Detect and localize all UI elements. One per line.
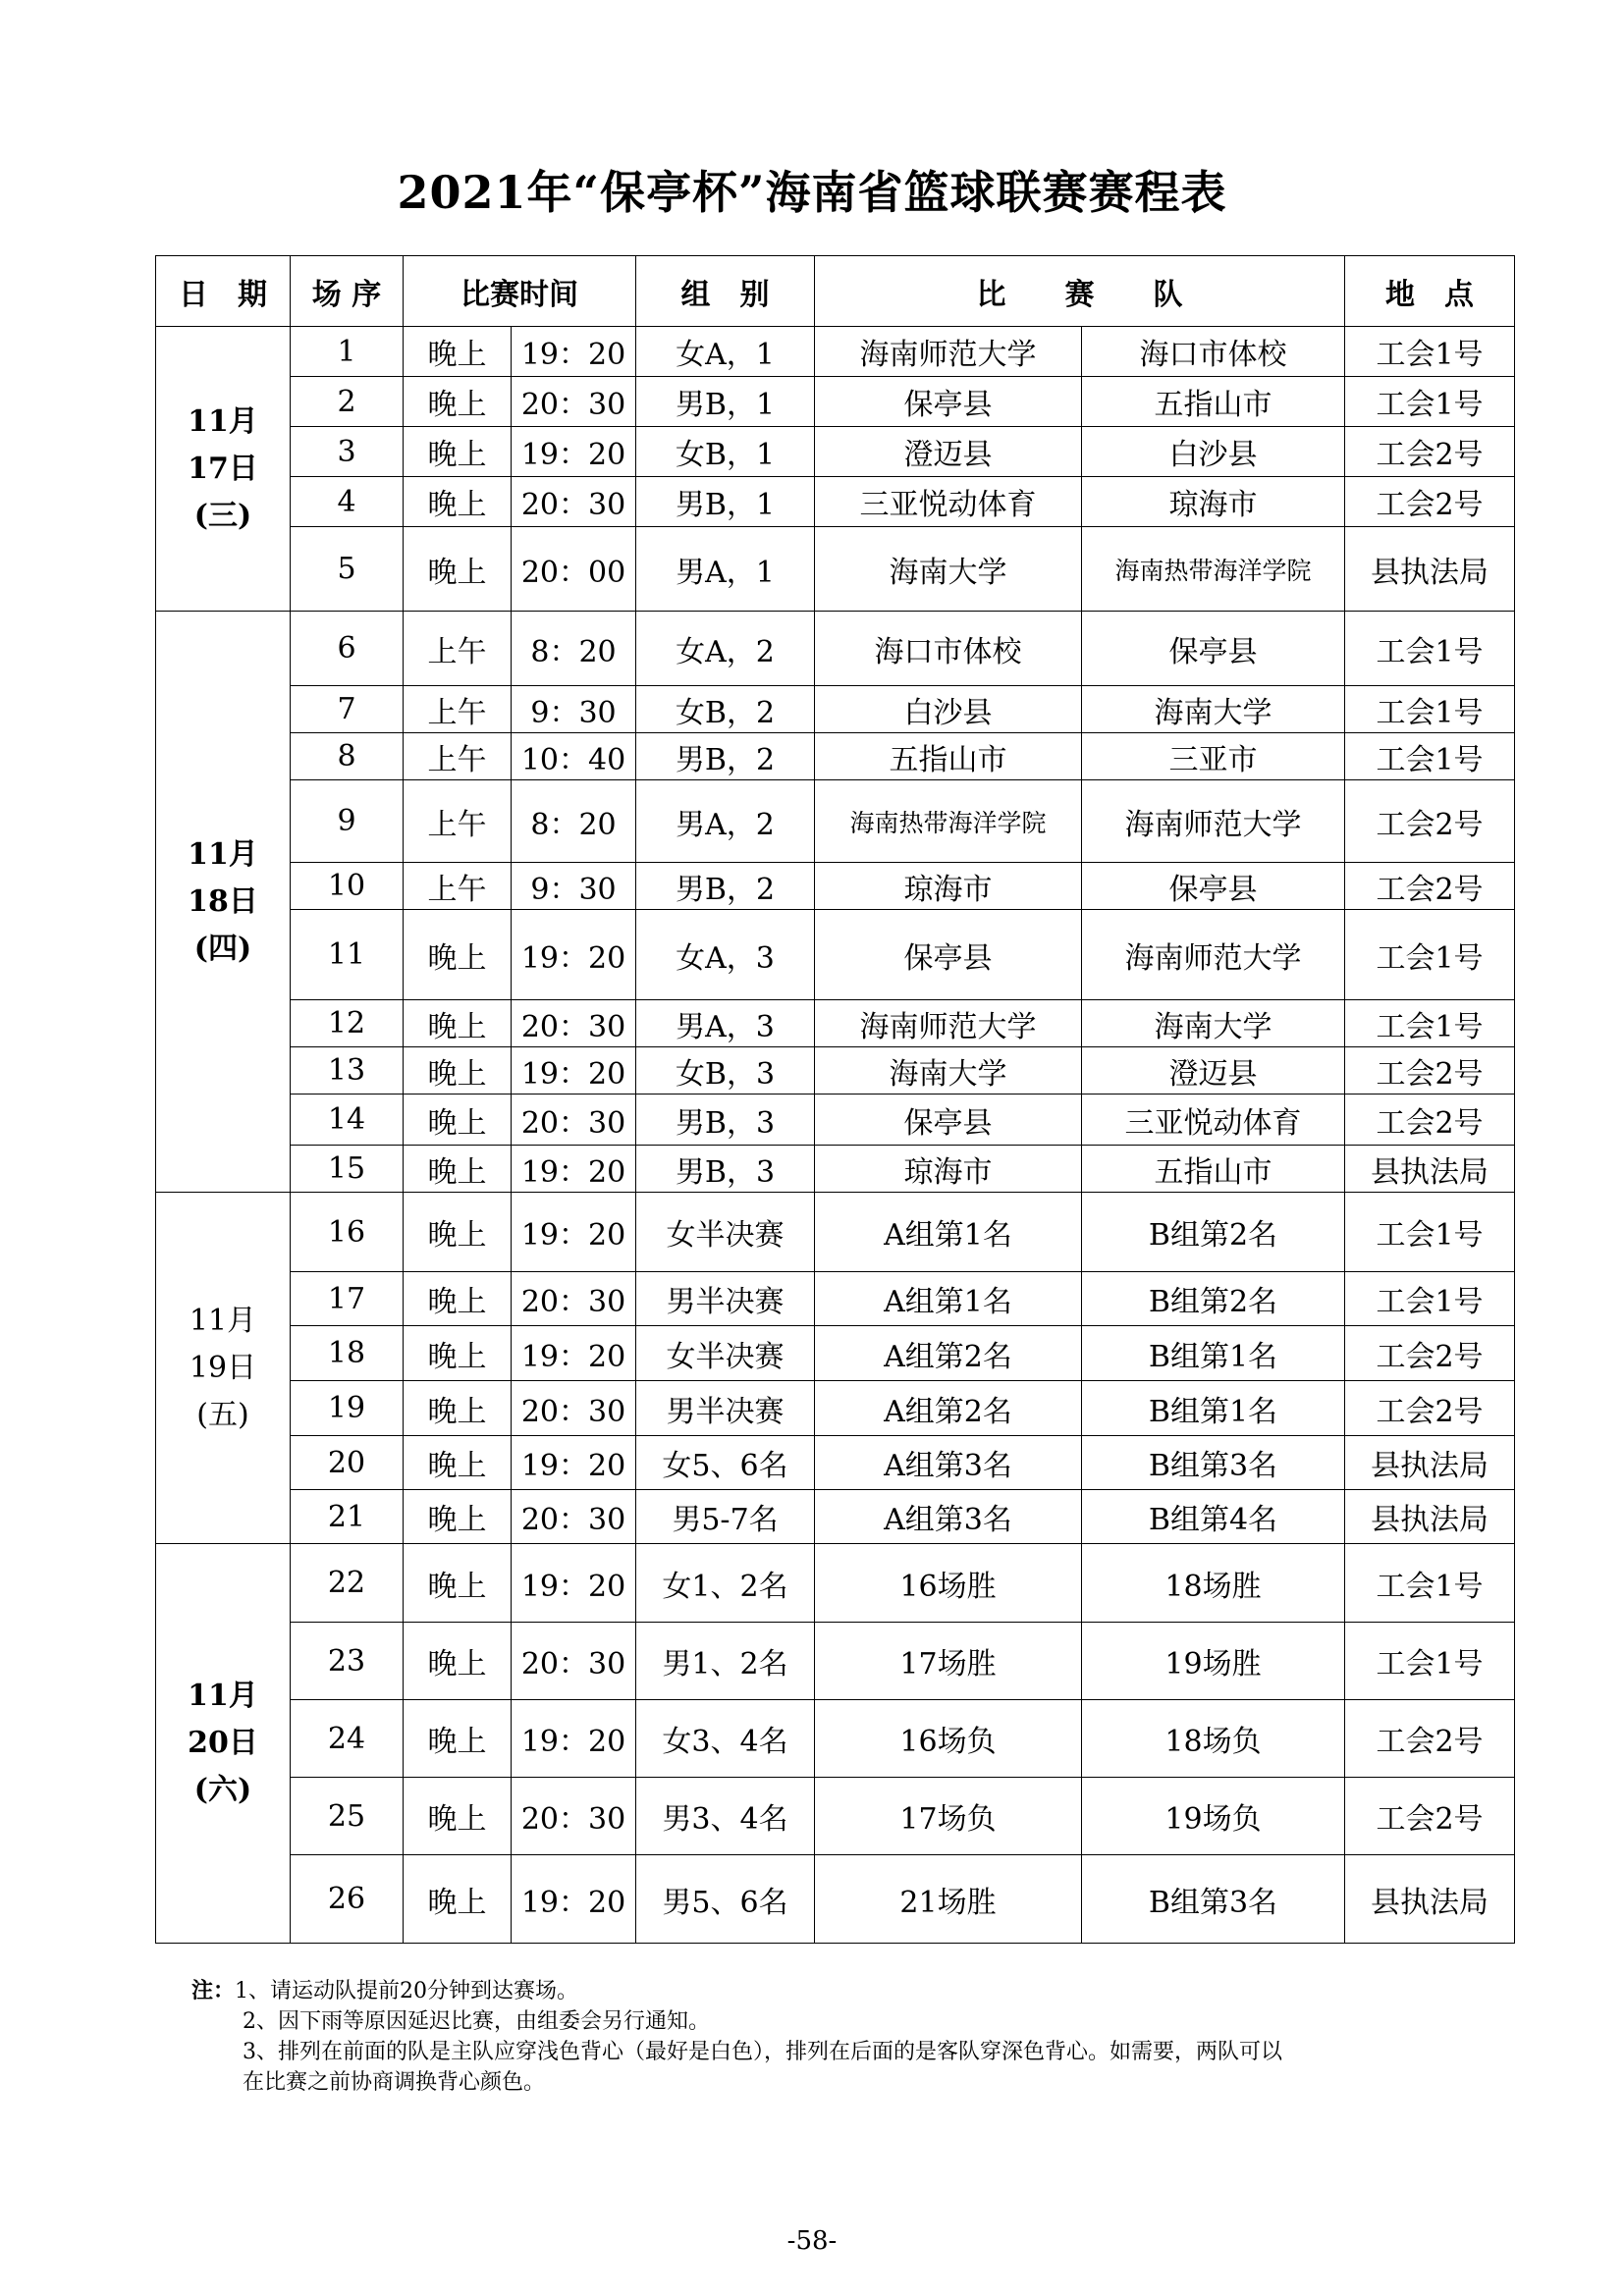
match-no-cell: 20 xyxy=(291,1436,404,1490)
match-no-cell: 11 xyxy=(291,910,404,1000)
group-cell: 女B，1 xyxy=(636,427,815,477)
period-cell: 晚上 xyxy=(404,910,512,1000)
table-row xyxy=(156,1700,1515,1778)
period-cell: 晚上 xyxy=(404,1000,512,1047)
home-team-cell: 海南热带海洋学院 xyxy=(815,780,1082,863)
group-cell: 男5、6名 xyxy=(636,1855,815,1944)
table-row xyxy=(156,477,1515,527)
home-team-cell: A组第3名 xyxy=(815,1490,1082,1544)
table-row xyxy=(156,1490,1515,1544)
group-cell: 男A，3 xyxy=(636,1000,815,1047)
time-cell: 20：30 xyxy=(512,1381,636,1436)
header-venue: 地 点 xyxy=(1345,256,1515,327)
home-team-cell: A组第1名 xyxy=(815,1272,1082,1326)
away-team-cell: 18场胜 xyxy=(1082,1544,1345,1623)
group-cell: 女半决赛 xyxy=(636,1193,815,1272)
schedule-table xyxy=(155,255,1515,1944)
home-team-cell: 琼海市 xyxy=(815,1146,1082,1193)
match-no-cell: 3 xyxy=(291,427,404,477)
home-team-cell: A组第2名 xyxy=(815,1381,1082,1436)
home-team-cell: 保亭县 xyxy=(815,1095,1082,1146)
venue-cell: 工会2号 xyxy=(1345,863,1515,910)
venue-cell: 工会1号 xyxy=(1345,1193,1515,1272)
away-team-cell: 三亚市 xyxy=(1082,733,1345,780)
period-cell: 晚上 xyxy=(404,1193,512,1272)
away-team-cell: 保亭县 xyxy=(1082,863,1345,910)
group-cell: 男半决赛 xyxy=(636,1272,815,1326)
group-cell: 男B，2 xyxy=(636,733,815,780)
period-cell: 上午 xyxy=(404,780,512,863)
venue-cell: 县执法局 xyxy=(1345,1436,1515,1490)
match-no-cell: 8 xyxy=(291,733,404,780)
period-cell: 晚上 xyxy=(404,377,512,427)
home-team-cell: A组第1名 xyxy=(815,1193,1082,1272)
table-row xyxy=(156,1095,1515,1146)
time-cell: 9：30 xyxy=(512,863,636,910)
home-team-cell: A组第3名 xyxy=(815,1436,1082,1490)
away-team-cell: 三亚悦动体育 xyxy=(1082,1095,1345,1146)
date-line: 18日 xyxy=(188,883,258,919)
time-cell: 19：20 xyxy=(512,1855,636,1944)
away-team-cell: 五指山市 xyxy=(1082,1146,1345,1193)
away-team-cell: B组第1名 xyxy=(1082,1326,1345,1381)
table-row xyxy=(156,527,1515,612)
venue-cell: 工会1号 xyxy=(1345,910,1515,1000)
period-cell: 晚上 xyxy=(404,1623,512,1700)
header-match-no: 场 序 xyxy=(291,256,404,327)
period-cell: 晚上 xyxy=(404,477,512,527)
match-no-cell: 7 xyxy=(291,686,404,733)
venue-cell: 工会1号 xyxy=(1345,1544,1515,1623)
period-cell: 晚上 xyxy=(404,1436,512,1490)
away-team-cell: 海南大学 xyxy=(1082,1000,1345,1047)
away-team-cell: 海口市体校 xyxy=(1082,327,1345,377)
away-team-cell: B组第3名 xyxy=(1082,1855,1345,1944)
group-cell: 女A，3 xyxy=(636,910,815,1000)
away-team-cell: B组第2名 xyxy=(1082,1193,1345,1272)
group-cell: 女B，2 xyxy=(636,686,815,733)
time-cell: 10：40 xyxy=(512,733,636,780)
home-team-cell: 海南师范大学 xyxy=(815,327,1082,377)
venue-cell: 工会2号 xyxy=(1345,1326,1515,1381)
period-cell: 上午 xyxy=(404,686,512,733)
group-cell: 女A，1 xyxy=(636,327,815,377)
date-cell xyxy=(156,327,291,612)
time-cell: 19：20 xyxy=(512,1436,636,1490)
table-row xyxy=(156,377,1515,427)
period-cell: 晚上 xyxy=(404,1855,512,1944)
period-cell: 上午 xyxy=(404,863,512,910)
home-team-cell: 21场胜 xyxy=(815,1855,1082,1944)
venue-cell: 县执法局 xyxy=(1345,1490,1515,1544)
period-cell: 晚上 xyxy=(404,1490,512,1544)
table-row xyxy=(156,780,1515,863)
match-no-cell: 22 xyxy=(291,1544,404,1623)
period-cell: 晚上 xyxy=(404,1047,512,1095)
date-line: (四) xyxy=(193,931,252,966)
time-cell: 20：30 xyxy=(512,1623,636,1700)
period-cell: 晚上 xyxy=(404,1326,512,1381)
away-team-cell: 保亭县 xyxy=(1082,612,1345,686)
time-cell: 20：30 xyxy=(512,1272,636,1326)
time-cell: 20：30 xyxy=(512,1778,636,1855)
time-cell: 19：20 xyxy=(512,1047,636,1095)
table-row xyxy=(156,427,1515,477)
table-row xyxy=(156,612,1515,686)
home-team-cell: 白沙县 xyxy=(815,686,1082,733)
note-line-2: 2、因下雨等原因延迟比赛，由组委会另行通知。 xyxy=(243,2009,710,2034)
group-cell: 女B，3 xyxy=(636,1047,815,1095)
group-cell: 男5-7名 xyxy=(636,1490,815,1544)
time-cell: 19：20 xyxy=(512,327,636,377)
time-cell: 20：00 xyxy=(512,527,636,612)
home-team-cell: 澄迈县 xyxy=(815,427,1082,477)
note-line-4: 在比赛之前协商调换背心颜色。 xyxy=(243,2070,546,2095)
venue-cell: 工会1号 xyxy=(1345,377,1515,427)
group-cell: 男B，3 xyxy=(636,1146,815,1193)
table-row xyxy=(156,1544,1515,1623)
date-line: 11月 xyxy=(188,1679,258,1713)
time-cell: 20：30 xyxy=(512,377,636,427)
table-row xyxy=(156,1047,1515,1095)
venue-cell: 工会2号 xyxy=(1345,780,1515,863)
match-no-cell: 10 xyxy=(291,863,404,910)
period-cell: 晚上 xyxy=(404,427,512,477)
date-line: (六) xyxy=(193,1773,252,1807)
home-team-cell: 海南师范大学 xyxy=(815,1000,1082,1047)
match-no-cell: 19 xyxy=(291,1381,404,1436)
time-cell: 9：30 xyxy=(512,686,636,733)
home-team-cell: 16场胜 xyxy=(815,1544,1082,1623)
page-number: -58- xyxy=(786,2226,838,2256)
away-team-cell: B组第2名 xyxy=(1082,1272,1345,1326)
date-line: 11月 xyxy=(189,1303,257,1338)
table-row xyxy=(156,1146,1515,1193)
date-line: 19日 xyxy=(189,1350,257,1385)
period-cell: 晚上 xyxy=(404,1095,512,1146)
home-team-cell: 海南大学 xyxy=(815,1047,1082,1095)
table-row xyxy=(156,1193,1515,1272)
venue-cell: 工会1号 xyxy=(1345,733,1515,780)
note-label: 注： xyxy=(191,1978,236,2003)
group-cell: 男B，1 xyxy=(636,377,815,427)
venue-cell: 工会2号 xyxy=(1345,1700,1515,1778)
away-team-cell: 18场负 xyxy=(1082,1700,1345,1778)
period-cell: 晚上 xyxy=(404,527,512,612)
home-team-cell: A组第2名 xyxy=(815,1326,1082,1381)
time-cell: 19：20 xyxy=(512,1193,636,1272)
period-cell: 上午 xyxy=(404,612,512,686)
group-cell: 女半决赛 xyxy=(636,1326,815,1381)
venue-cell: 工会1号 xyxy=(1345,686,1515,733)
notes xyxy=(191,1976,1282,2098)
period-cell: 晚上 xyxy=(404,1381,512,1436)
match-no-cell: 21 xyxy=(291,1490,404,1544)
table-row xyxy=(156,1000,1515,1047)
home-team-cell: 保亭县 xyxy=(815,377,1082,427)
venue-cell: 工会2号 xyxy=(1345,477,1515,527)
table-row xyxy=(156,910,1515,1000)
home-team-cell: 17场胜 xyxy=(815,1623,1082,1700)
table-row xyxy=(156,1623,1515,1700)
group-cell: 男B，3 xyxy=(636,1095,815,1146)
away-team-cell: B组第1名 xyxy=(1082,1381,1345,1436)
away-team-cell: B组第3名 xyxy=(1082,1436,1345,1490)
match-no-cell: 14 xyxy=(291,1095,404,1146)
away-team-cell: 琼海市 xyxy=(1082,477,1345,527)
page-title: 2021年“保亭杯”海南省篮球联赛赛程表 xyxy=(397,166,1227,219)
table-row xyxy=(156,327,1515,377)
match-no-cell: 4 xyxy=(291,477,404,527)
match-no-cell: 18 xyxy=(291,1326,404,1381)
home-team-cell: 三亚悦动体育 xyxy=(815,477,1082,527)
group-cell: 女A，2 xyxy=(636,612,815,686)
match-no-cell: 2 xyxy=(291,377,404,427)
period-cell: 上午 xyxy=(404,733,512,780)
home-team-cell: 17场负 xyxy=(815,1778,1082,1855)
group-cell: 男3、4名 xyxy=(636,1778,815,1855)
away-team-cell: 海南师范大学 xyxy=(1082,910,1345,1000)
period-cell: 晚上 xyxy=(404,1700,512,1778)
date-cell xyxy=(156,612,291,1193)
period-cell: 晚上 xyxy=(404,1272,512,1326)
venue-cell: 工会2号 xyxy=(1345,1047,1515,1095)
group-cell: 女5、6名 xyxy=(636,1436,815,1490)
venue-cell: 工会1号 xyxy=(1345,1272,1515,1326)
table-row xyxy=(156,1436,1515,1490)
match-no-cell: 24 xyxy=(291,1700,404,1778)
date-line: 11月 xyxy=(188,836,258,872)
time-cell: 20：30 xyxy=(512,1095,636,1146)
note-line-1: 注：1、请运动队提前20分钟到达赛场。 xyxy=(191,1978,579,2003)
time-cell: 8：20 xyxy=(512,780,636,863)
away-team-cell: 白沙县 xyxy=(1082,427,1345,477)
group-cell: 男B，1 xyxy=(636,477,815,527)
group-cell: 男A，2 xyxy=(636,780,815,863)
time-cell: 19：20 xyxy=(512,1146,636,1193)
match-no-cell: 25 xyxy=(291,1778,404,1855)
period-cell: 晚上 xyxy=(404,1544,512,1623)
away-team-cell: 五指山市 xyxy=(1082,377,1345,427)
time-cell: 19：20 xyxy=(512,1326,636,1381)
venue-cell: 工会1号 xyxy=(1345,612,1515,686)
table-row xyxy=(156,1855,1515,1944)
group-cell: 男1、2名 xyxy=(636,1623,815,1700)
table-row xyxy=(156,733,1515,780)
group-cell: 男半决赛 xyxy=(636,1381,815,1436)
date-line: 17日 xyxy=(188,451,258,486)
match-no-cell: 1 xyxy=(291,327,404,377)
time-cell: 19：20 xyxy=(512,1544,636,1623)
header-group: 组 别 xyxy=(636,256,815,327)
table-row xyxy=(156,686,1515,733)
period-cell: 晚上 xyxy=(404,1146,512,1193)
home-team-cell: 保亭县 xyxy=(815,910,1082,1000)
date-cell xyxy=(156,1193,291,1544)
header-teams: 比 赛 队 xyxy=(815,256,1345,327)
table-row xyxy=(156,1326,1515,1381)
away-team-cell: 19场负 xyxy=(1082,1778,1345,1855)
header-match-time: 比赛时间 xyxy=(404,256,636,327)
date-cell xyxy=(156,1544,291,1944)
home-team-cell: 琼海市 xyxy=(815,863,1082,910)
away-team-cell: 澄迈县 xyxy=(1082,1047,1345,1095)
table-row xyxy=(156,863,1515,910)
match-no-cell: 16 xyxy=(291,1193,404,1272)
home-team-cell: 五指山市 xyxy=(815,733,1082,780)
header-row xyxy=(156,256,1515,327)
time-cell: 19：20 xyxy=(512,427,636,477)
time-cell: 20：30 xyxy=(512,477,636,527)
match-no-cell: 6 xyxy=(291,612,404,686)
match-no-cell: 26 xyxy=(291,1855,404,1944)
time-cell: 20：30 xyxy=(512,1490,636,1544)
table-row xyxy=(156,1381,1515,1436)
match-no-cell: 13 xyxy=(291,1047,404,1095)
time-cell: 8：20 xyxy=(512,612,636,686)
period-cell: 晚上 xyxy=(404,327,512,377)
venue-cell: 工会2号 xyxy=(1345,427,1515,477)
date-line: 11月 xyxy=(188,403,258,439)
venue-cell: 工会1号 xyxy=(1345,327,1515,377)
header-date: 日 期 xyxy=(156,256,291,327)
date-line: (五) xyxy=(196,1397,249,1432)
note-line-3: 3、排列在前面的队是主队应穿浅色背心（最好是白色），排列在后面的是客队穿深色背心。如需要，两队可以 xyxy=(243,2040,1283,2064)
period-cell: 晚上 xyxy=(404,1778,512,1855)
date-line: 20日 xyxy=(188,1726,258,1760)
match-no-cell: 17 xyxy=(291,1272,404,1326)
match-no-cell: 5 xyxy=(291,527,404,612)
venue-cell: 工会1号 xyxy=(1345,1623,1515,1700)
match-no-cell: 12 xyxy=(291,1000,404,1047)
away-team-cell: B组第4名 xyxy=(1082,1490,1345,1544)
venue-cell: 工会1号 xyxy=(1345,1000,1515,1047)
venue-cell: 工会2号 xyxy=(1345,1095,1515,1146)
venue-cell: 县执法局 xyxy=(1345,527,1515,612)
match-no-cell: 23 xyxy=(291,1623,404,1700)
time-cell: 19：20 xyxy=(512,1700,636,1778)
home-team-cell: 海口市体校 xyxy=(815,612,1082,686)
group-cell: 男A，1 xyxy=(636,527,815,612)
match-no-cell: 15 xyxy=(291,1146,404,1193)
away-team-cell: 19场胜 xyxy=(1082,1623,1345,1700)
venue-cell: 县执法局 xyxy=(1345,1855,1515,1944)
match-no-cell: 9 xyxy=(291,780,404,863)
venue-cell: 工会2号 xyxy=(1345,1381,1515,1436)
table-row xyxy=(156,1778,1515,1855)
away-team-cell: 海南师范大学 xyxy=(1082,780,1345,863)
group-cell: 女3、4名 xyxy=(636,1700,815,1778)
group-cell: 男B，2 xyxy=(636,863,815,910)
venue-cell: 工会2号 xyxy=(1345,1778,1515,1855)
venue-cell: 县执法局 xyxy=(1345,1146,1515,1193)
away-team-cell: 海南热带海洋学院 xyxy=(1082,527,1345,612)
table-row xyxy=(156,1272,1515,1326)
away-team-cell: 海南大学 xyxy=(1082,686,1345,733)
time-cell: 20：30 xyxy=(512,1000,636,1047)
group-cell: 女1、2名 xyxy=(636,1544,815,1623)
time-cell: 19：20 xyxy=(512,910,636,1000)
home-team-cell: 16场负 xyxy=(815,1700,1082,1778)
home-team-cell: 海南大学 xyxy=(815,527,1082,612)
date-line: (三) xyxy=(193,498,252,533)
